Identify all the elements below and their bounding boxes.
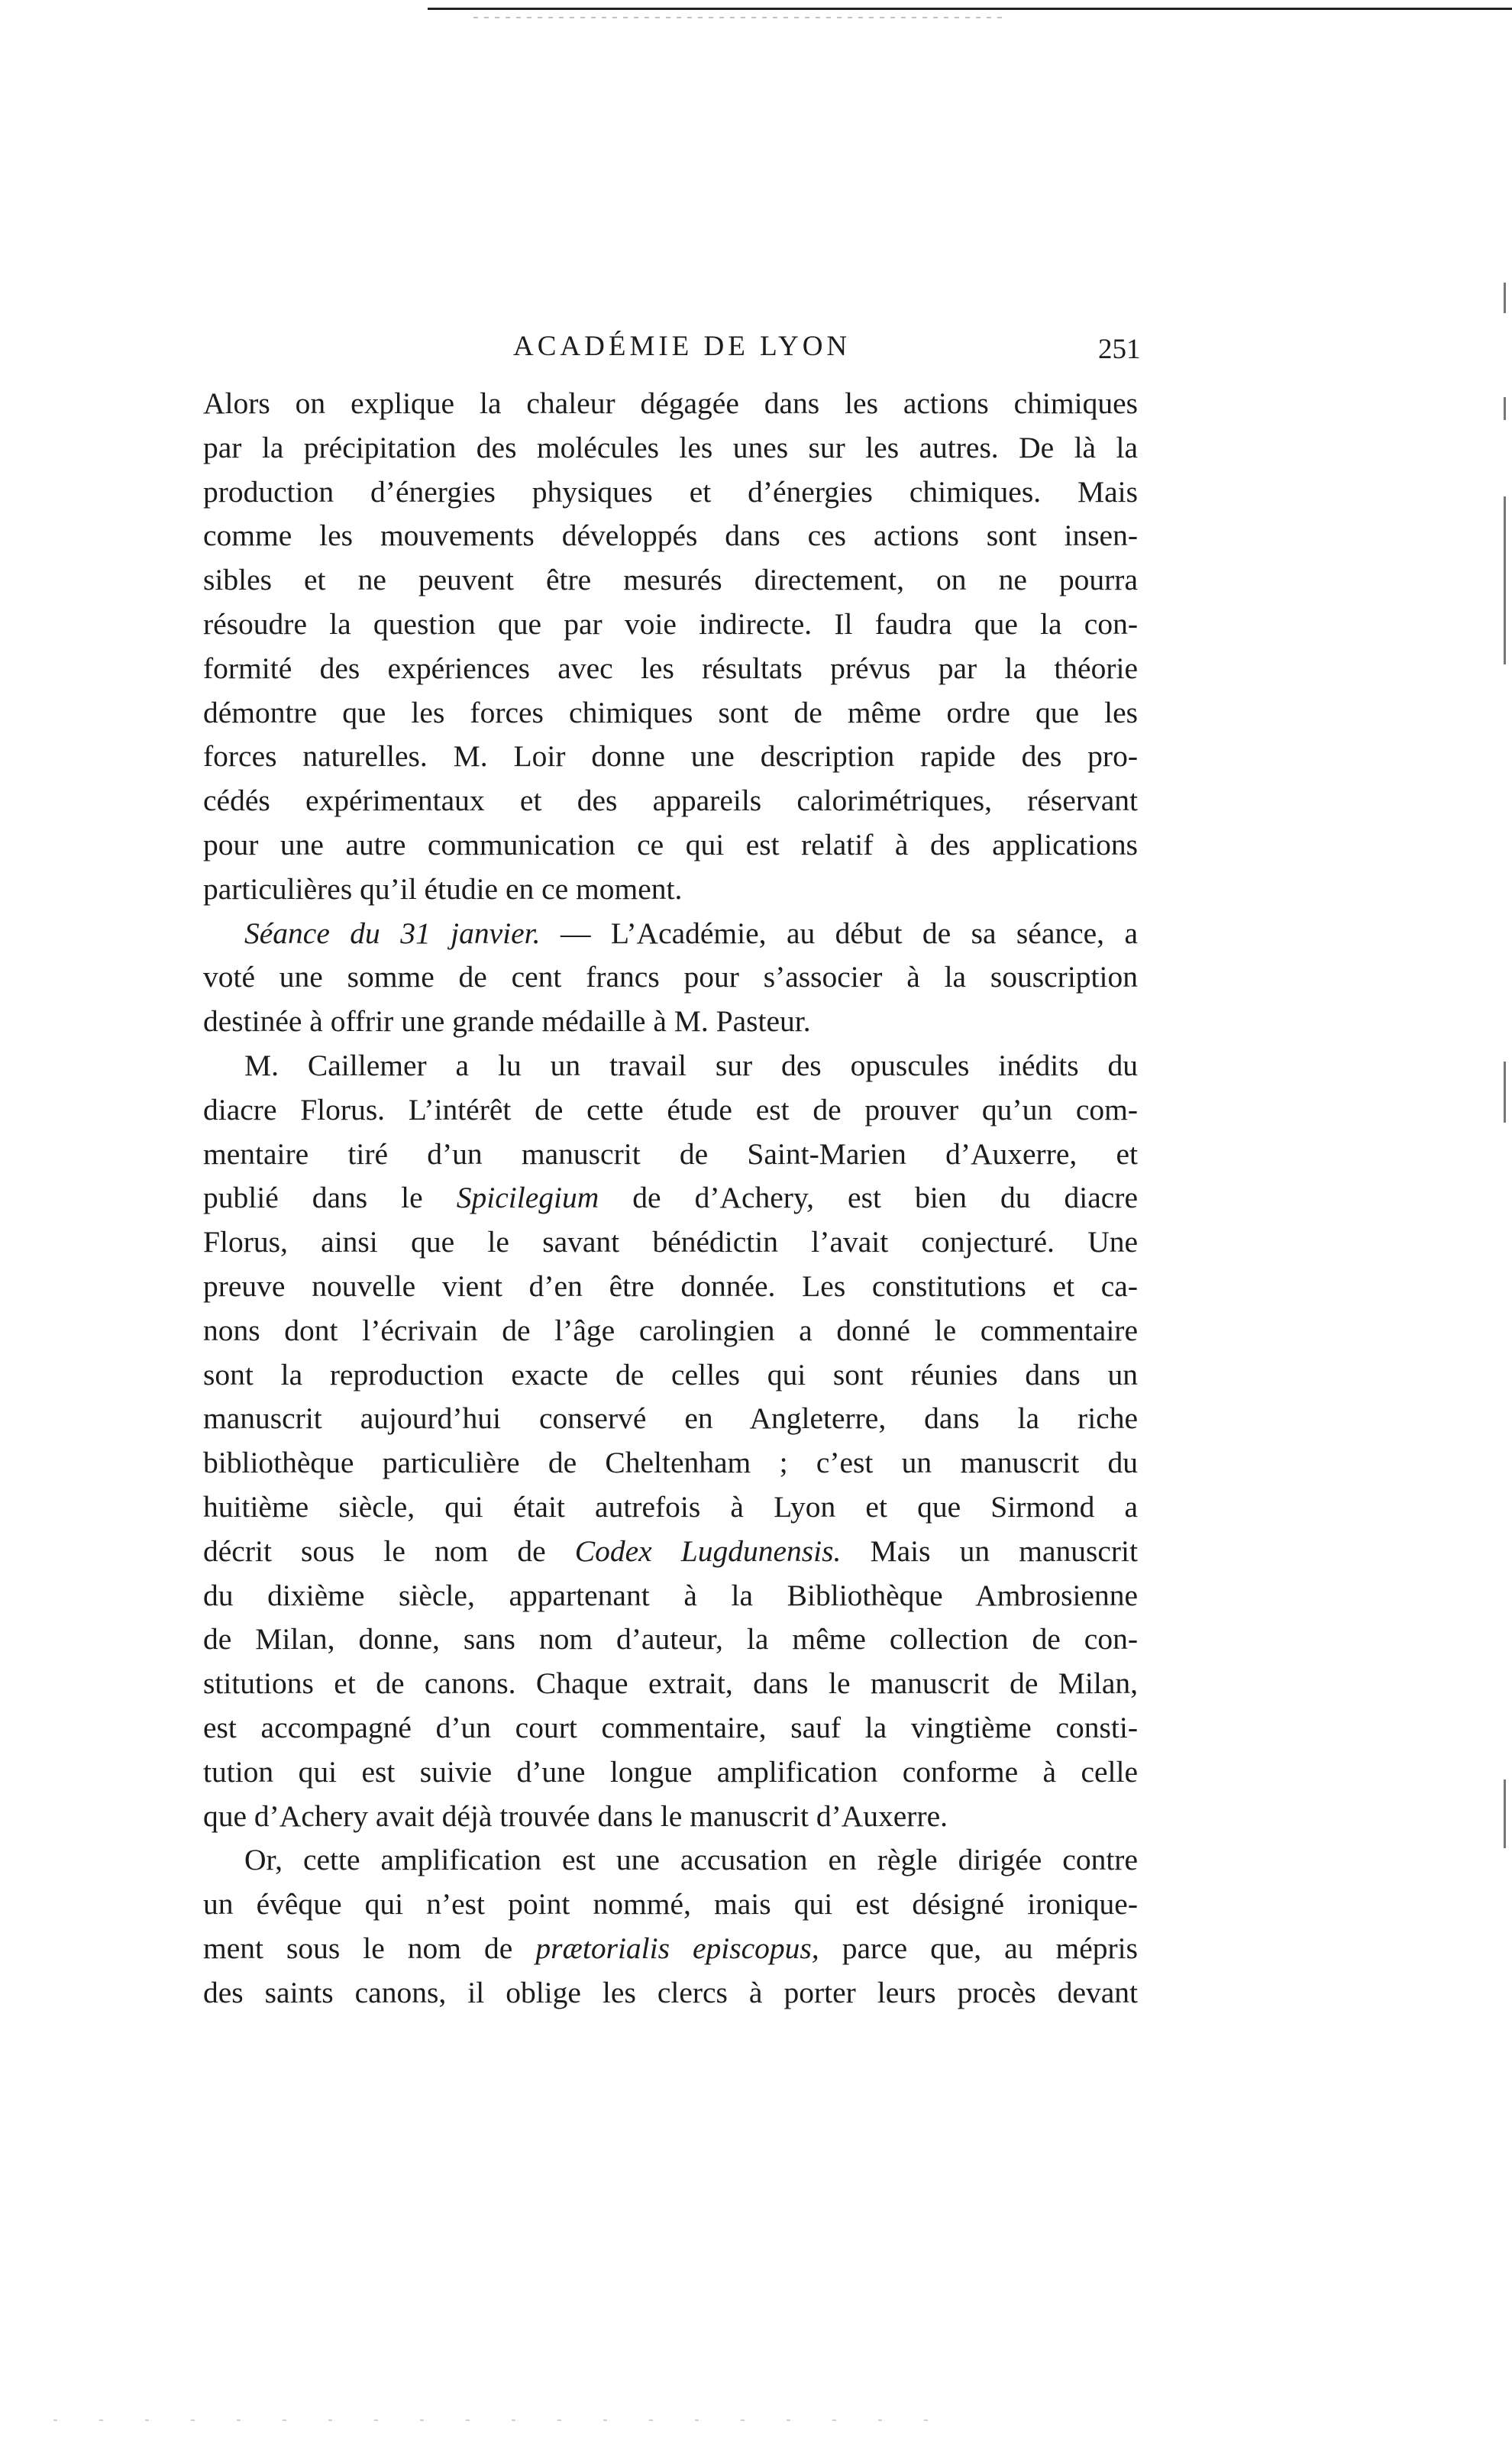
paragraph-4 — [203, 1838, 1138, 2015]
text-line: démontre que les forces chimiques sont de même ordre que les — [203, 695, 1138, 729]
text-span: parce que, au mépris — [819, 1931, 1138, 1965]
text-line: de Milan, donne, sans nom d’auteur, la même collection de con- — [203, 1622, 1138, 1656]
text-span: de d’Achery, est bien du diacre — [599, 1181, 1138, 1215]
text-line: pour une autre communication ce qui est relatif à des applications — [203, 827, 1138, 861]
text-line: huitième siècle, qui était autrefois à Lyon et que Sirmond a — [203, 1489, 1138, 1524]
text-line — [203, 1927, 1138, 1971]
text-line: des saints canons, il oblige les clercs à porter leurs procès devant — [203, 1975, 1138, 2009]
text-line: M. Caillemer a lu un travail sur des opuscules inédits du — [244, 1048, 1138, 1082]
text-line: nons dont l’écrivain de l’âge carolingien a donné le commentaire — [203, 1313, 1138, 1347]
text-line: voté une somme de cent francs pour s’associer à la souscription — [203, 960, 1138, 994]
text-line: comme les mouvements développés dans ces actions sont insen- — [203, 519, 1138, 553]
text-line: un évêque qui n’est point nommé, mais qui est désigné ironique- — [203, 1887, 1138, 1922]
text-line: manuscrit aujourd’hui conservé en Angleterre, dans la riche — [203, 1401, 1138, 1436]
text-span: publié dans le — [203, 1181, 457, 1215]
scan-top-rule — [428, 8, 1512, 10]
text-line: destinée à offrir une grande médaille à M. Pasteur. — [203, 1004, 811, 1039]
scan-top-noise — [473, 17, 1008, 18]
text-line: sibles et ne peuvent être mesurés directement, on ne pourra — [203, 563, 1138, 597]
text-line: diacre Florus. L’intérêt de cette étude est de prouver qu’un com- — [203, 1092, 1138, 1126]
text-line: stitutions et de canons. Chaque extrait, dans le manuscrit de Milan, — [203, 1666, 1138, 1701]
running-head: ACADÉMIE DE LYON — [513, 331, 851, 362]
text-line: par la précipitation des molécules les unes sur les autres. De là la — [203, 430, 1138, 464]
text-span: ment sous le nom de — [203, 1931, 536, 1965]
text-line: bibliothèque particulière de Cheltenham ; c’est un manuscrit du — [203, 1446, 1138, 1480]
text-span: — L’Académie, au début de sa séance, a — [540, 916, 1138, 950]
text-line: Alors on explique la chaleur dégagée dans les actions chimiques — [203, 386, 1138, 420]
text-line: Florus, ainsi que le savant bénédictin l’avait conjecturé. Une — [203, 1225, 1138, 1259]
text-line: forces naturelles. M. Loir donne une description rapide des pro- — [203, 739, 1138, 774]
text-line: résoudre la question que par voie indirecte. Il faudra que la con- — [203, 606, 1138, 641]
paragraph-1 — [203, 382, 1138, 912]
text-line: sont la reproduction exacte de celles qui sont réunies dans un — [203, 1357, 1138, 1391]
text-line: production d’énergies physiques et d’énergies chimiques. Mais — [203, 474, 1138, 509]
text-span: Mais un manuscrit — [841, 1534, 1138, 1568]
scan-right-edge-mark — [1504, 283, 1506, 313]
text-line: cédés expérimentaux et des appareils calorimétriques, réservant — [203, 784, 1138, 818]
paragraph-2 — [203, 912, 1138, 1044]
italic-title: Spicilegium — [456, 1181, 599, 1215]
italic-title: Codex Lugdunensis. — [574, 1534, 842, 1568]
text-span: décrit sous le nom de — [203, 1534, 575, 1568]
text-line: preuve nouvelle vient d’en être donnée. Les constitutions et ca- — [203, 1269, 1138, 1303]
text-line — [203, 1530, 1138, 1574]
italic-title: prætorialis episcopus, — [535, 1931, 819, 1965]
scan-bottom-noise — [53, 2419, 970, 2421]
text-line: est accompagné d’un court commentaire, sauf la vingtième consti- — [203, 1710, 1138, 1744]
body-text — [203, 382, 1138, 2015]
session-heading: Séance du 31 janvier. — [244, 916, 541, 950]
page-number: 251 — [1098, 334, 1141, 365]
scan-right-edge-mark — [1504, 1062, 1506, 1123]
scan-right-edge-mark — [1504, 496, 1506, 664]
text-line: Or, cette amplification est une accusation en règle dirigée contre — [244, 1843, 1138, 1877]
text-line: du dixième siècle, appartenant à la Bibliothèque Ambrosienne — [203, 1578, 1138, 1612]
text-line — [203, 1176, 1138, 1220]
paragraph-3 — [203, 1044, 1138, 1838]
text-line — [203, 912, 1138, 956]
scan-right-edge-mark — [1504, 1779, 1506, 1848]
scan-right-edge-mark — [1504, 397, 1506, 420]
text-line: que d’Achery avait déjà trouvée dans le manuscrit d’Auxerre. — [203, 1799, 948, 1833]
text-line: tution qui est suivie d’une longue amplification conforme à celle — [203, 1754, 1138, 1789]
text-line: formité des expériences avec les résultats prévus par la théorie — [203, 651, 1138, 685]
text-line: mentaire tiré d’un manuscrit de Saint-Marien d’Auxerre, et — [203, 1136, 1138, 1171]
text-line: particulières qu’il étudie en ce moment. — [203, 871, 683, 906]
